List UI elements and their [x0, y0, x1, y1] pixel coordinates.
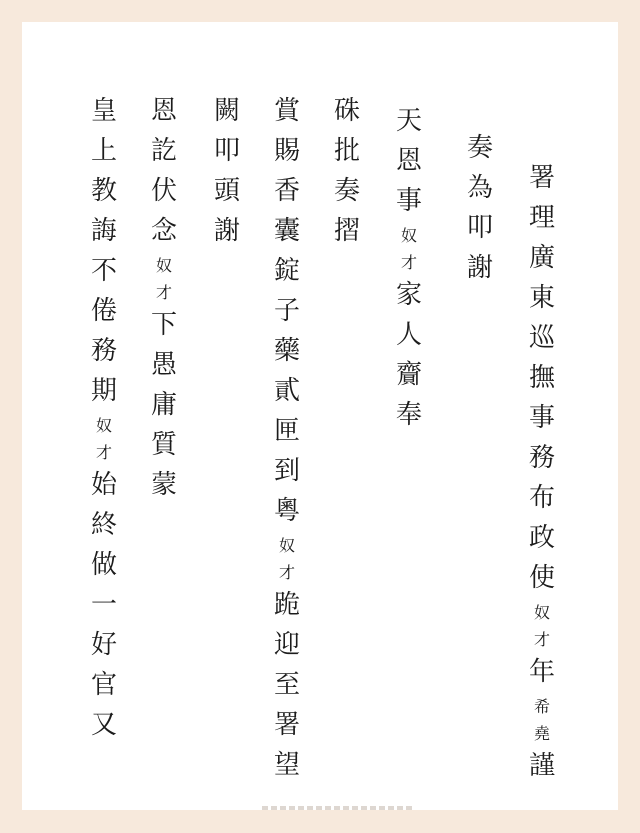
small-character: 才	[278, 563, 295, 582]
character: 摺	[333, 216, 360, 246]
character: 奏	[333, 176, 360, 206]
small-character: 奴	[95, 416, 112, 435]
character: 奏	[466, 133, 493, 163]
character: 年	[528, 657, 555, 687]
small-character: 奴	[400, 226, 417, 245]
character: 使	[528, 563, 555, 593]
memorial-page	[22, 22, 618, 810]
character: 人	[395, 320, 422, 350]
character: 奉	[395, 400, 422, 430]
character: 謝	[213, 216, 240, 246]
small-character: 堯	[533, 724, 550, 743]
character: 務	[528, 443, 555, 473]
character: 署	[273, 710, 300, 740]
character: 至	[273, 670, 300, 700]
character: 齎	[395, 360, 422, 390]
character: 政	[528, 523, 555, 553]
small-character: 才	[533, 630, 550, 649]
character: 天	[395, 106, 422, 136]
character: 東	[528, 283, 555, 313]
character: 布	[528, 483, 555, 513]
column-line-1	[389, 108, 429, 442]
character: 念	[150, 216, 177, 246]
character: 批	[333, 136, 360, 166]
small-character: 奴	[155, 256, 172, 275]
character: 跪	[273, 590, 300, 620]
column-line-3	[267, 98, 307, 792]
column-line-5	[144, 98, 184, 512]
character: 香	[273, 176, 300, 206]
character: 闕	[213, 96, 240, 126]
character: 迎	[273, 630, 300, 660]
character: 撫	[528, 363, 555, 393]
character: 做	[90, 550, 117, 580]
character: 恩	[395, 146, 422, 176]
character: 庸	[150, 390, 177, 420]
small-character: 奴	[278, 536, 295, 555]
character: 誨	[90, 216, 117, 246]
character: 務	[90, 336, 117, 366]
character: 叩	[213, 136, 240, 166]
column-line-4	[207, 98, 247, 258]
character: 好	[90, 630, 117, 660]
column-line-6	[84, 98, 124, 752]
character: 錠	[273, 256, 300, 286]
character: 一	[90, 590, 117, 620]
character: 皇	[90, 96, 117, 126]
character: 事	[528, 403, 555, 433]
character: 叩	[466, 213, 493, 243]
character: 粵	[273, 496, 300, 526]
character: 終	[90, 510, 117, 540]
character: 子	[273, 296, 300, 326]
character: 謝	[466, 253, 493, 283]
small-character: 才	[400, 253, 417, 272]
small-character: 才	[155, 283, 172, 302]
character: 倦	[90, 296, 117, 326]
character: 匣	[273, 416, 300, 446]
character: 蒙	[150, 470, 177, 500]
character: 不	[90, 256, 117, 286]
character: 伏	[150, 176, 177, 206]
character: 謹	[528, 751, 555, 781]
character: 巡	[528, 323, 555, 353]
character: 囊	[273, 216, 300, 246]
binding-strip	[262, 806, 412, 810]
character: 理	[528, 203, 555, 233]
column-subject	[460, 135, 500, 295]
character: 上	[90, 136, 117, 166]
character: 家	[395, 280, 422, 310]
character: 到	[273, 456, 300, 486]
character: 署	[528, 163, 555, 193]
character: 頭	[213, 176, 240, 206]
small-character: 希	[533, 697, 550, 716]
character: 始	[90, 470, 117, 500]
character: 下	[150, 310, 177, 340]
character: 訖	[150, 136, 177, 166]
character: 官	[90, 670, 117, 700]
character: 望	[273, 750, 300, 780]
character: 愚	[150, 350, 177, 380]
character: 事	[395, 186, 422, 216]
character: 為	[466, 173, 493, 203]
character: 貳	[273, 376, 300, 406]
character: 期	[90, 376, 117, 406]
column-line-2	[327, 98, 367, 258]
character: 質	[150, 430, 177, 460]
character: 賜	[273, 136, 300, 166]
column-title	[520, 165, 564, 793]
character: 賞	[273, 96, 300, 126]
character: 藥	[273, 336, 300, 366]
character: 又	[90, 710, 117, 740]
character: 廣	[528, 243, 555, 273]
character: 硃	[333, 96, 360, 126]
small-character: 才	[95, 443, 112, 462]
character: 恩	[150, 96, 177, 126]
character: 教	[90, 176, 117, 206]
small-character: 奴	[533, 603, 550, 622]
